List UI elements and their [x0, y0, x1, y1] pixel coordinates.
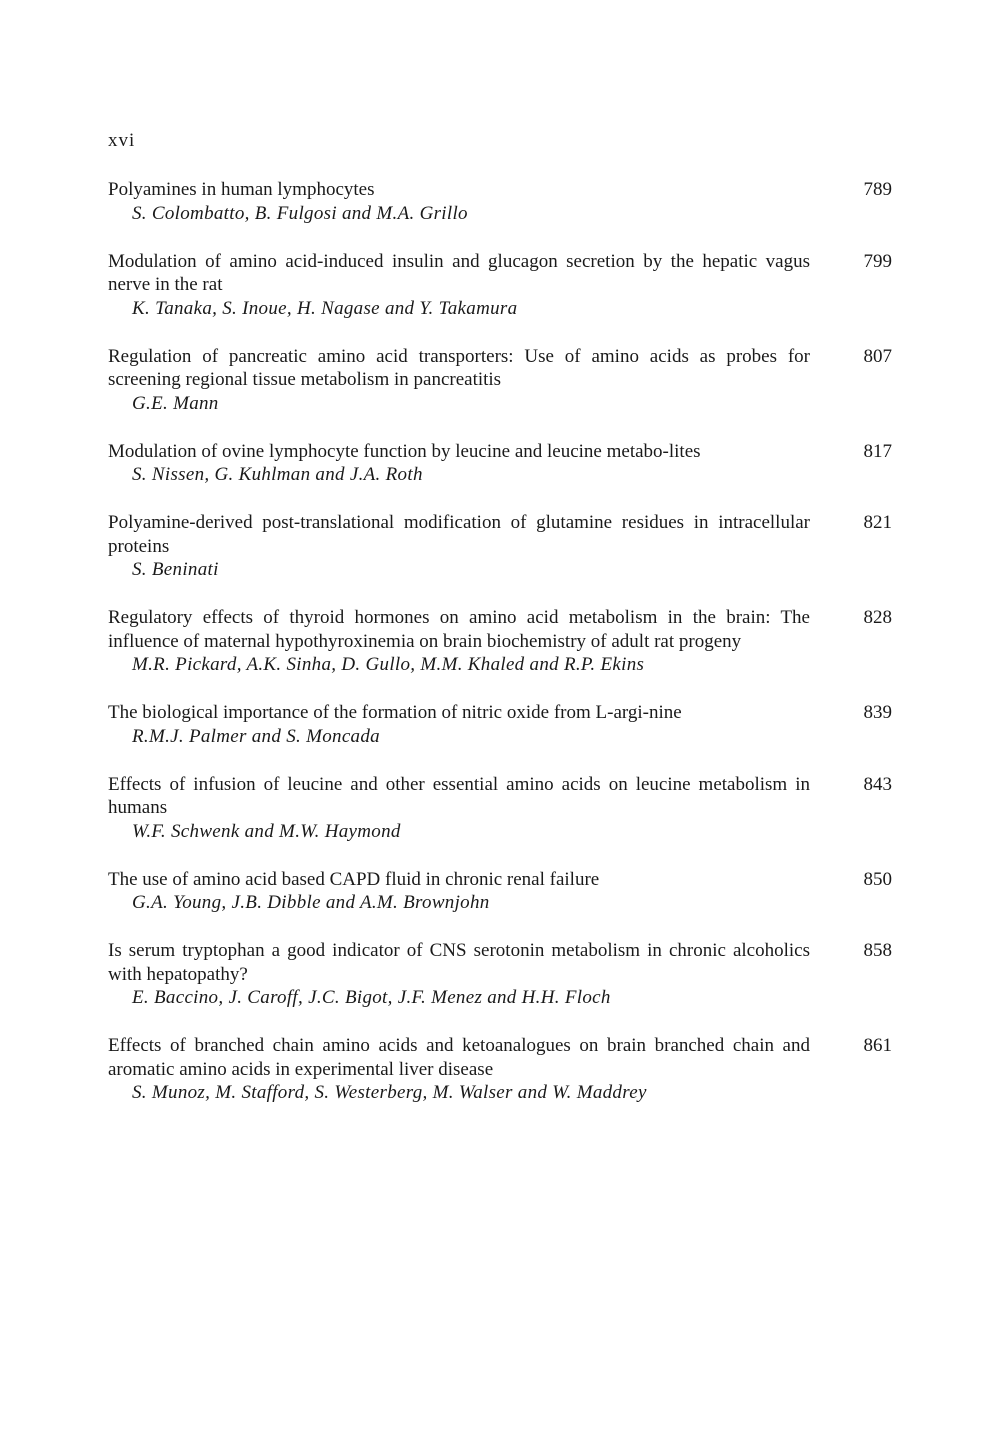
entry-title: Regulation of pancreatic amino acid transporters: Use of amino acids as probes for screening regional tissue metabolism in pancreatitis — [108, 345, 810, 390]
toc-entry-11 — [108, 1034, 898, 1105]
entry-title: Polyamines in human lymphocytes — [108, 179, 375, 200]
toc-entry-5 — [108, 511, 898, 582]
entry-authors: K. Tanaka, S. Inoue, H. Nagase and Y. Takamura — [132, 297, 518, 319]
entry-page: 789 — [863, 179, 892, 200]
entry-page: 828 — [863, 607, 892, 628]
entry-page: 807 — [863, 345, 892, 367]
entry-authors: M.R. Pickard, A.K. Sinha, D. Gullo, M.M. Khaled and R.P. Ekins — [132, 654, 645, 675]
toc-entry-6 — [108, 606, 898, 677]
toc-entry-3 — [108, 345, 898, 416]
entry-authors: G.A. Young, J.B. Dibble and A.M. Brownjohn — [132, 892, 490, 913]
entry-title: Modulation of amino acid-induced insulin and glucagon secretion by the hepatic vagus nerve in the rat — [108, 250, 810, 295]
toc-entry-9 — [108, 868, 898, 916]
entry-page: 799 — [863, 250, 892, 272]
toc-entry-4 — [108, 440, 898, 488]
entry-title: The biological importance of the formation of nitric oxide from L-argi-nine — [108, 702, 682, 723]
entry-authors: E. Baccino, J. Caroff, J.C. Bigot, J.F. Menez and H.H. Floch — [132, 987, 611, 1008]
entry-page: 839 — [863, 702, 892, 723]
entry-page: 817 — [863, 440, 892, 462]
toc-entry-8 — [108, 773, 898, 844]
toc-entry-7 — [108, 701, 898, 749]
toc-entry-10 — [108, 939, 898, 1010]
entry-authors: G.E. Mann — [132, 392, 219, 414]
entry-authors: R.M.J. Palmer and S. Moncada — [132, 725, 380, 747]
entry-title: Effects of infusion of leucine and other essential amino acids on leucine metabolism in humans — [108, 773, 810, 818]
entry-page: 843 — [863, 773, 892, 795]
entry-authors: S. Munoz, M. Stafford, S. Westerberg, M. Walser and W. Maddrey — [132, 1082, 647, 1103]
page-number: xvi — [108, 130, 136, 151]
entry-title: Regulatory effects of thyroid hormones on amino acid metabolism in the brain: The influence of maternal hypothyroxinemia on brain biochemistry of adult rat progeny — [108, 607, 810, 652]
entry-title: Effects of branched chain amino acids and ketoanalogues on brain branched chain and aromatic amino acids in experimental liver disease — [108, 1035, 810, 1080]
entry-title: Polyamine-derived post-translational modification of glutamine residues in intracellular proteins — [108, 512, 810, 557]
table-of-contents — [108, 178, 898, 1129]
entry-authors: S. Beninati — [132, 559, 219, 580]
entry-page: 850 — [863, 868, 892, 890]
entry-title: The use of amino acid based CAPD fluid in chronic renal failure — [108, 868, 600, 890]
toc-entry-2 — [108, 250, 898, 321]
entry-authors: S. Nissen, G. Kuhlman and J.A. Roth — [132, 464, 423, 485]
entry-page: 821 — [863, 512, 892, 533]
entry-page: 861 — [863, 1035, 892, 1056]
entry-authors: W.F. Schwenk and M.W. Haymond — [132, 820, 401, 842]
entry-authors: S. Colombatto, B. Fulgosi and M.A. Grillo — [132, 202, 468, 224]
entry-title: Is serum tryptophan a good indicator of CNS serotonin metabolism in chronic alcoholics with hepatopathy? — [108, 940, 810, 985]
entry-page: 858 — [863, 940, 892, 961]
entry-title: Modulation of ovine lymphocyte function by leucine and leucine metabo-lites — [108, 440, 701, 462]
toc-entry-1 — [108, 178, 898, 226]
